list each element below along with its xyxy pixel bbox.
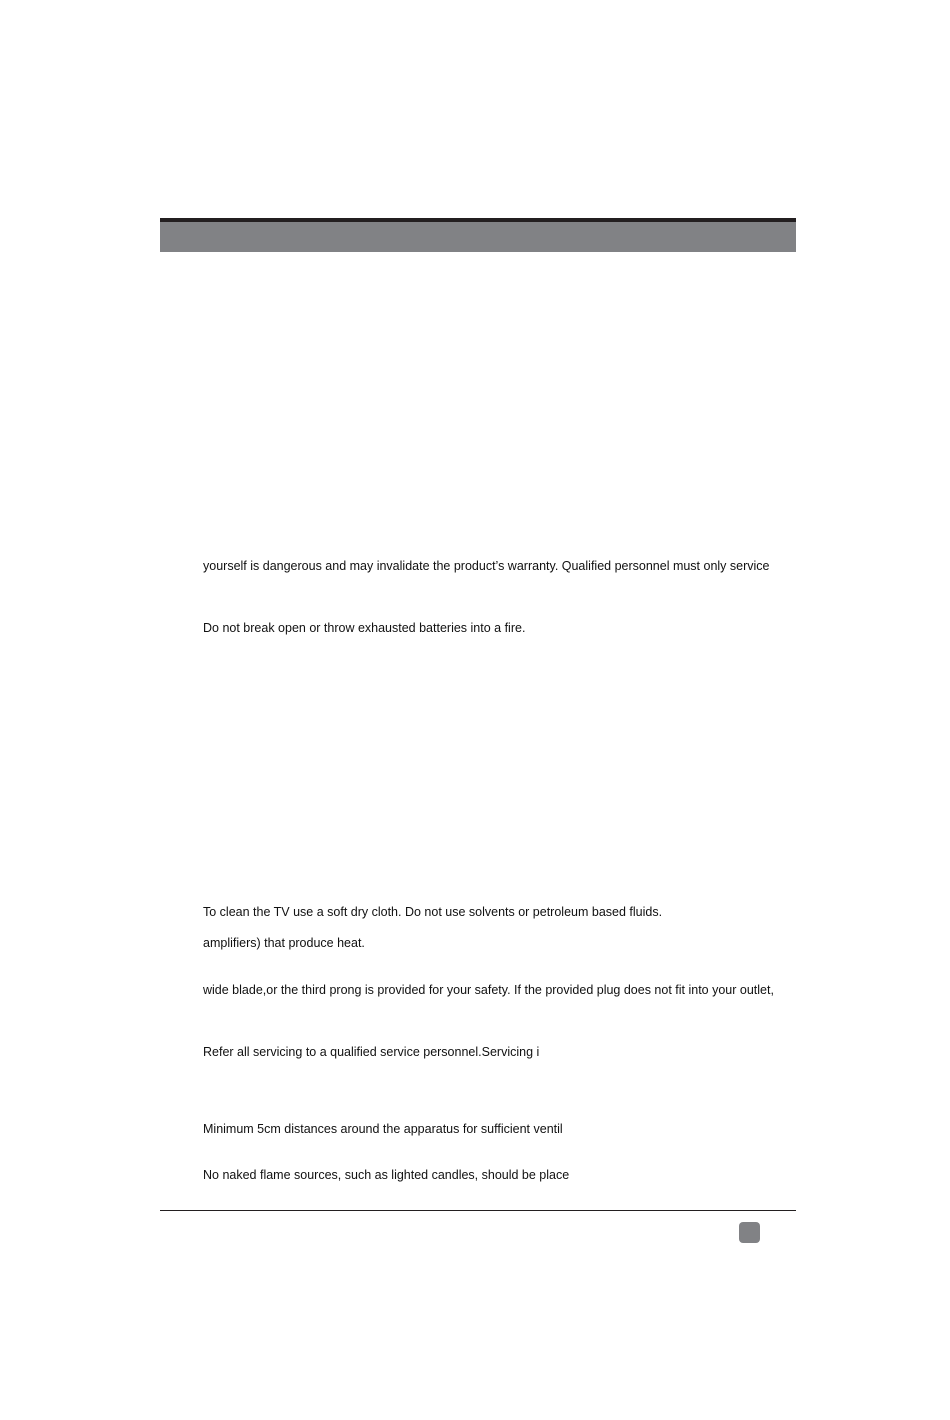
text-line-batteries: Do not break open or throw exhausted batteries into a fire.	[203, 621, 526, 635]
text-line-heat: amplifiers) that produce heat.	[203, 936, 365, 950]
text-line-warranty: yourself is dangerous and may invalidate the product’s warranty. Qualified personnel must only service	[203, 559, 770, 573]
text-line-plug: wide blade,or the third prong is provided for your safety. If the provided plug does not fit into your outlet,	[203, 983, 774, 997]
page-number-badge	[739, 1222, 760, 1243]
text-line-cleaning: To clean the TV use a soft dry cloth. Do not use solvents or petroleum based fluids.	[203, 905, 663, 919]
text-line-flame: No naked flame sources, such as lighted candles, should be place	[203, 1168, 570, 1182]
text-line-ventilation: Minimum 5cm distances around the apparatus for sufficient ventil	[203, 1122, 563, 1136]
footer-rule	[160, 1210, 796, 1211]
section-header-bar	[160, 218, 796, 252]
text-line-servicing: Refer all servicing to a qualified service personnel.Servicing i	[203, 1045, 540, 1059]
